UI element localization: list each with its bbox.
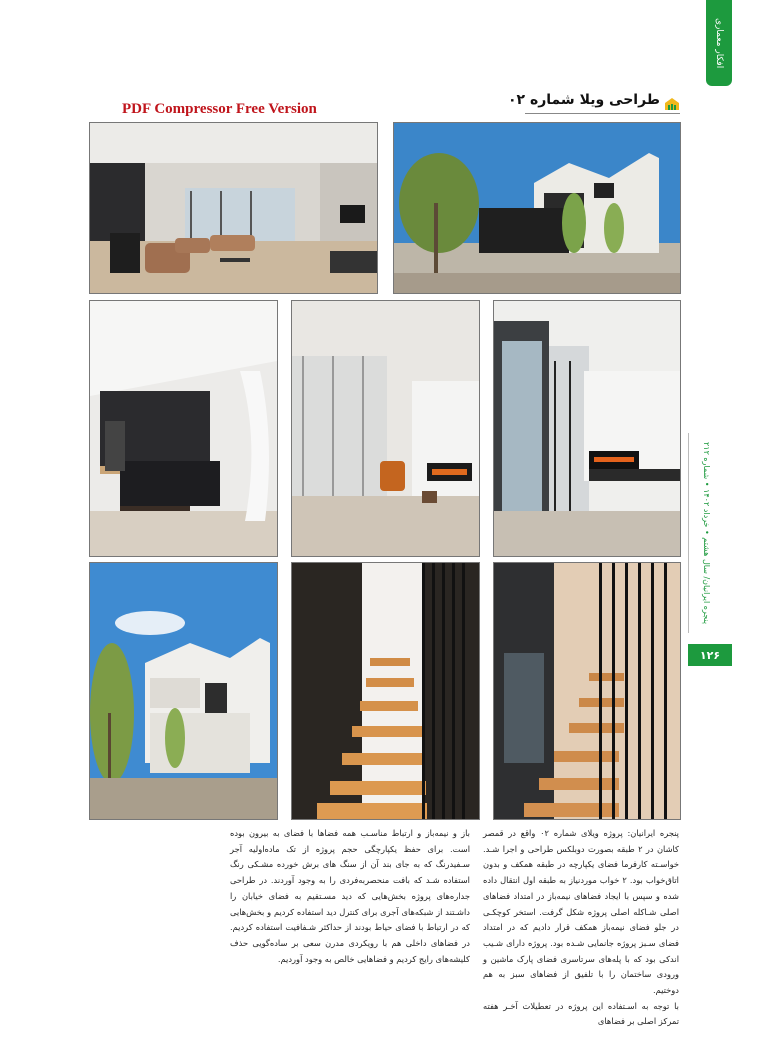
article-left-column (230, 826, 470, 967)
photo-living-room (89, 122, 378, 294)
article-paragraph: باز و نیمه‌باز و ارتباط مناسـب همه فضاها با فضای به بیرون بوده است. برای حفظ یکپارچگی حجم پروژه از تک ماده‌اولیه آجر سـفیدرنگ که به جای بند آن از سنگ های برش خورده مشـکی رنگ استفاده شـد که بافت منحصربه‌فردی را به وجود آوردند. در طراحی جداره‌های پروژه بخش‌هایی که دید مسـتقیم به فضای خیابان را داشـتند از شبکه‌های آجری برای کنترل دید استفاده کردیم و بخش‌هایی که در ارتباط با فضای حیاط بودند از حداکثر شـفافیت استفاده کردیم. در فضاهای داخلی هم با رویکردی مدرن سعی بر ساده‌گویی حذف کلیشه‌های رایج کردیم و فضاهایی خالص به وجود آوردیم. (230, 828, 470, 964)
photo-stairs-side (493, 562, 681, 820)
photo-corridor-fireplace (493, 300, 681, 557)
title-underline (525, 113, 680, 114)
photo-fireplace-lounge (291, 300, 480, 557)
article-paragraph: با توجه به اسـتفاده این پروژه در تعطیلات آخـر هفته تمرکز اصلی بر فضاهای (483, 1000, 679, 1027)
photo-villa-exterior-bottom (89, 562, 278, 820)
building-icon (664, 96, 680, 110)
article-paragraph: پنجره ایرانیان: پروژه ویلای شماره ۰۲ واقع در قمصر کاشان در ۲ طبقه بصورت دوبلکس طراحی و اجرا شـد. خواسـته کارفرما فضای یکپارچه در طبقه همکف و بدون اتاق‌خواب بود. ۲ خواب موردنیاز به طبقه اول انتقال داده شده و سپس با ایجاد فضاهای نیمه‌باز در امتداد فضاهای اصلی شـاکله اصلی پروژه شکل گرفت. استخر کوچکـی در جلو فضای نیمه‌باز همکف قرار دادیم که در امتداد فضای سـبز پروژه جانمایی شـده بود. پروژه دارای شـیب اندکی بود که با پله‌های سرتاسری فضای پارک ماشین و ورودی ساختمان را با تلفیق از فضاهای سبز به هم دوختیم. (483, 828, 680, 996)
article-right-column (483, 826, 679, 1030)
watermark: PDF Compressor Free Version (122, 101, 317, 117)
photo-kitchen (89, 300, 278, 557)
issue-info: پنجره ایرانیان/ سال هشتم • خرداد ۱۴۰۲ • شماره ۲۱۲ (702, 441, 711, 625)
page-number: ۱۲۶ (688, 644, 732, 666)
photo-villa-exterior-top (393, 122, 681, 294)
margin-rule (688, 433, 689, 633)
section-tab-label: افکار معماری (714, 17, 724, 69)
photo-stairs-front (291, 562, 480, 820)
page-title: طراحی ویلا شماره ۰۲ (508, 92, 660, 108)
